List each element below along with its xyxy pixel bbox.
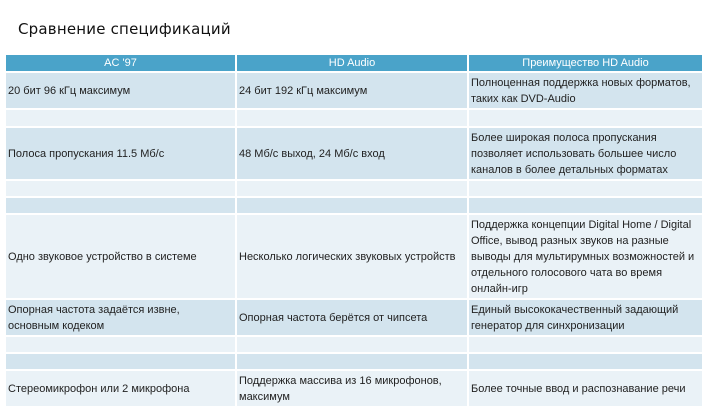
header-advantage: Преимущество HD Audio — [468, 55, 703, 72]
table-cell: Поддержка массива из 16 микрофонов, максимум — [236, 370, 468, 406]
table-cell — [236, 197, 468, 214]
table-row — [6, 214, 703, 299]
table-row — [6, 127, 703, 180]
table-row — [6, 336, 703, 353]
slide-title: Сравнение спецификаций — [18, 20, 231, 38]
table-cell: Полноценная поддержка новых форматов, таких как DVD-Audio — [468, 72, 703, 109]
table-row — [6, 353, 703, 370]
spec-comparison-table — [6, 55, 704, 406]
table-cell: 20 бит 96 кГц максимум — [6, 72, 236, 109]
table-row — [6, 109, 703, 127]
table-cell: Более широкая полоса пропускания позволяет использовать большее число каналов в более детальных форматах — [468, 127, 703, 180]
table-row — [6, 197, 703, 214]
table-cell — [6, 353, 236, 370]
table-row — [6, 370, 703, 406]
table-cell: Более точные ввод и распознавание речи — [468, 370, 703, 406]
table-cell: Стереомикрофон или 2 микрофона — [6, 370, 236, 406]
table-cell — [468, 109, 703, 127]
header-hd-audio: HD Audio — [236, 55, 468, 72]
table-cell — [236, 353, 468, 370]
table-cell — [6, 197, 236, 214]
table-cell — [236, 180, 468, 197]
table-cell — [468, 180, 703, 197]
table-cell — [6, 336, 236, 353]
table-cell: Опорная частота берётся от чипсета — [236, 299, 468, 336]
table-cell — [468, 197, 703, 214]
table-cell: 48 Мб/с выход, 24 Мб/с вход — [236, 127, 468, 180]
table-cell — [236, 336, 468, 353]
table-cell: Несколько логических звуковых устройств — [236, 214, 468, 299]
header-ac97: AC '97 — [6, 55, 236, 72]
table-row — [6, 72, 703, 109]
table-cell: 24 бит 192 кГц максимум — [236, 72, 468, 109]
table-cell: Единый высококачественный задающий генератор для синхронизации — [468, 299, 703, 336]
table-cell: Одно звуковое устройство в системе — [6, 214, 236, 299]
table-cell — [6, 180, 236, 197]
table-row — [6, 180, 703, 197]
table-cell: Полоса пропускания 11.5 Мб/с — [6, 127, 236, 180]
table-cell — [236, 109, 468, 127]
table-cell: Опорная частота задаётся извне, основным кодеком — [6, 299, 236, 336]
table-cell: Поддержка концепции Digital Home / Digital Office, вывод разных звуков на разные выводы для мультирумных возможностей и отдельного голосового чата во время онлайн-игр — [468, 214, 703, 299]
table-row — [6, 299, 703, 336]
table-cell — [468, 336, 703, 353]
table-header-row — [6, 55, 703, 72]
table-cell — [468, 353, 703, 370]
table-cell — [6, 109, 236, 127]
